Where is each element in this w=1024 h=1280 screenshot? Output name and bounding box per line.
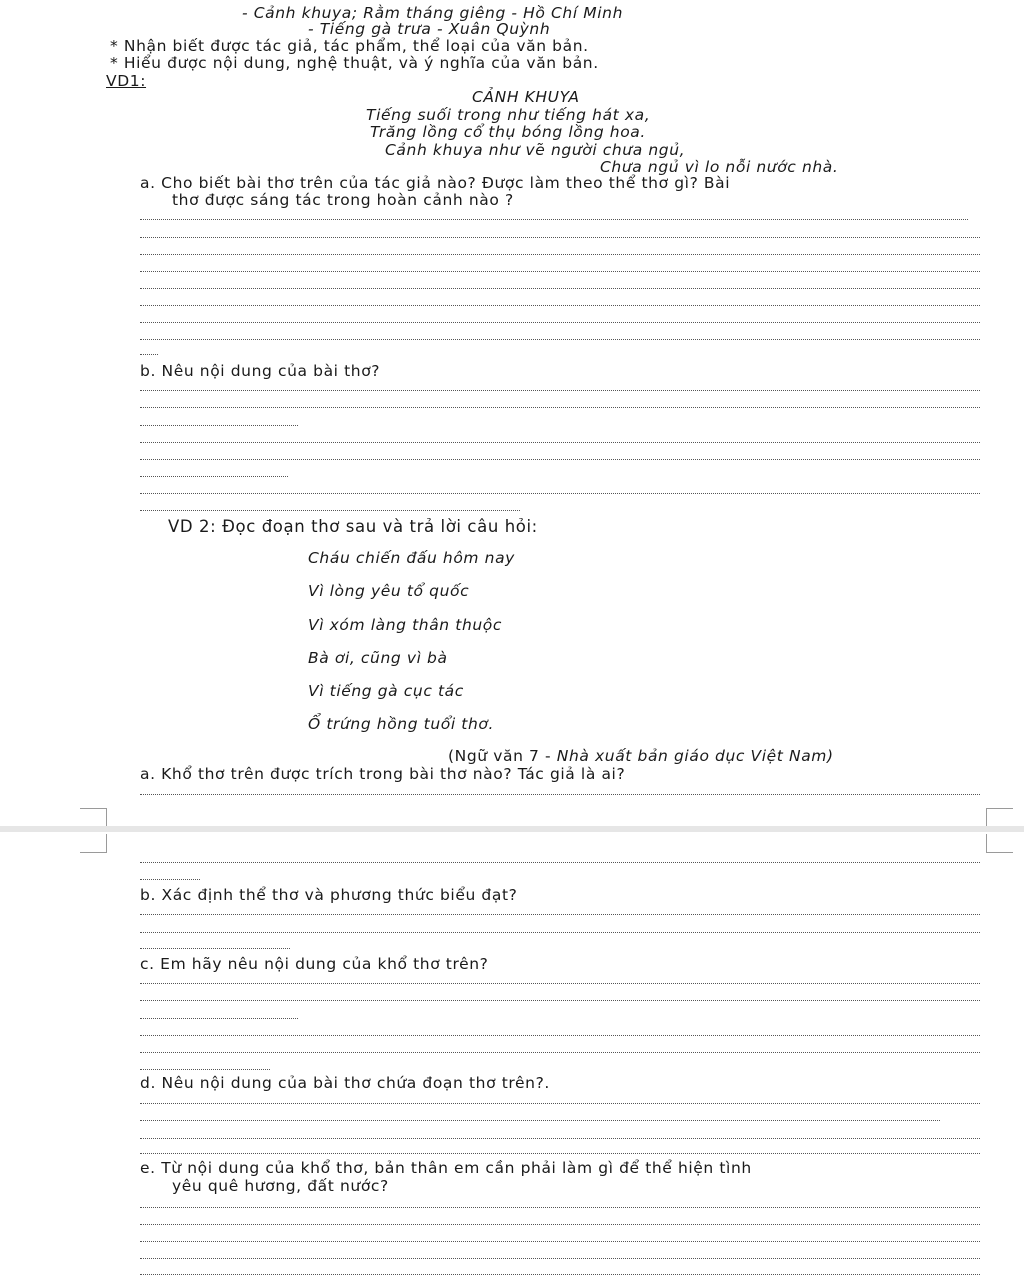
answer-line[interactable] bbox=[140, 1258, 980, 1259]
answer-line[interactable] bbox=[140, 1120, 940, 1121]
vd1-question-a: a. Cho biết bài thơ trên của tác giả nào? Được làm theo thể thơ gì? Bài bbox=[140, 174, 731, 192]
answer-line[interactable] bbox=[140, 1274, 980, 1275]
page-break bbox=[0, 826, 1024, 832]
poem-title: CẢNH KHUYA bbox=[472, 88, 580, 106]
vd2-question-b: b. Xác định thể thơ và phương thức biểu đạt? bbox=[140, 886, 518, 904]
page-corner-mark bbox=[80, 808, 107, 827]
answer-line[interactable] bbox=[140, 932, 980, 933]
answer-line[interactable] bbox=[140, 1052, 980, 1053]
vd1-label: VD1: bbox=[106, 72, 147, 90]
answer-line[interactable] bbox=[140, 1069, 270, 1070]
vd2-poem-line-6: Ổ trứng hồng tuổi thơ. bbox=[308, 715, 495, 733]
work-title-2: - Tiếng gà trưa - Xuân Quỳnh bbox=[308, 20, 551, 38]
vd2-question-c: c. Em hãy nêu nội dung của khổ thơ trên? bbox=[140, 955, 489, 973]
vd2-question-e: e. Từ nội dung của khổ thơ, bản thân em cần phải làm gì để thể hiện tình bbox=[140, 1159, 752, 1177]
poem-line-4: Chưa ngủ vì lo nỗi nước nhà. bbox=[600, 158, 839, 176]
vd2-poem-line-4: Bà ơi, cũng vì bà bbox=[308, 649, 448, 667]
answer-line[interactable] bbox=[140, 339, 980, 340]
answer-line[interactable] bbox=[140, 1018, 298, 1019]
answer-line[interactable] bbox=[140, 271, 980, 272]
answer-line[interactable] bbox=[140, 510, 520, 511]
vd2-poem-line-5: Vì tiếng gà cục tác bbox=[308, 682, 464, 700]
vd2-poem-line-3: Vì xóm làng thân thuộc bbox=[308, 616, 502, 634]
answer-line[interactable] bbox=[140, 794, 980, 795]
answer-line[interactable] bbox=[140, 983, 980, 984]
answer-line[interactable] bbox=[140, 237, 980, 238]
answer-line[interactable] bbox=[140, 1138, 980, 1139]
answer-line[interactable] bbox=[140, 407, 980, 408]
poem-line-2: Trăng lồng cổ thụ bóng lồng hoa. bbox=[370, 123, 646, 141]
page-corner-mark bbox=[80, 834, 107, 853]
vd2-poem-line-1: Cháu chiến đấu hôm nay bbox=[308, 549, 515, 567]
requirement-1: * Nhận biết được tác giả, tác phẩm, thể loại của văn bản. bbox=[110, 37, 589, 55]
answer-line[interactable] bbox=[140, 288, 980, 289]
vd2-poem-line-2: Vì lòng yêu tổ quốc bbox=[308, 582, 470, 600]
poem-line-1: Tiếng suối trong như tiếng hát xa, bbox=[366, 106, 651, 124]
vd1-question-a-cont: thơ được sáng tác trong hoàn cảnh nào ? bbox=[172, 191, 514, 209]
answer-line[interactable] bbox=[140, 254, 980, 255]
answer-line[interactable] bbox=[140, 322, 980, 323]
answer-line[interactable] bbox=[140, 1035, 980, 1036]
answer-line[interactable] bbox=[140, 1000, 980, 1001]
answer-line[interactable] bbox=[140, 1207, 980, 1208]
vd2-question-e-cont: yêu quê hương, đất nước? bbox=[172, 1177, 389, 1195]
answer-line[interactable] bbox=[140, 354, 158, 355]
answer-line[interactable] bbox=[140, 948, 290, 949]
answer-line[interactable] bbox=[140, 862, 980, 863]
answer-line[interactable] bbox=[140, 459, 980, 460]
answer-line[interactable] bbox=[140, 1241, 980, 1242]
work-title-1: - Cảnh khuya; Rằm tháng giêng - Hồ Chí Minh bbox=[242, 4, 624, 22]
vd2-label: VD 2: Đọc đoạn thơ sau và trả lời câu hỏi: bbox=[168, 517, 538, 536]
answer-line[interactable] bbox=[140, 390, 980, 391]
answer-line[interactable] bbox=[140, 1224, 980, 1225]
answer-line[interactable] bbox=[140, 442, 980, 443]
source-publisher: Nhà xuất bản giáo dục Việt Nam) bbox=[556, 747, 834, 765]
vd2-question-d: d. Nêu nội dung của bài thơ chứa đoạn thơ trên?. bbox=[140, 1074, 550, 1092]
vd1-question-b: b. Nêu nội dung của bài thơ? bbox=[140, 362, 381, 380]
page-corner-mark bbox=[986, 808, 1013, 827]
answer-line[interactable] bbox=[140, 305, 980, 306]
vd2-question-a: a. Khổ thơ trên được trích trong bài thơ nào? Tác giả là ai? bbox=[140, 765, 626, 783]
answer-line[interactable] bbox=[140, 425, 298, 426]
poem-source bbox=[448, 747, 834, 765]
answer-line[interactable] bbox=[140, 1103, 980, 1104]
answer-line[interactable] bbox=[140, 219, 968, 220]
poem-line-3: Cảnh khuya như vẽ người chưa ngủ, bbox=[385, 141, 686, 159]
source-prefix: (Ngữ văn 7 - bbox=[448, 747, 557, 765]
answer-line[interactable] bbox=[140, 1153, 980, 1154]
answer-line[interactable] bbox=[140, 879, 200, 880]
page-corner-mark bbox=[986, 834, 1013, 853]
requirement-2: * Hiểu được nội dung, nghệ thuật, và ý nghĩa của văn bản. bbox=[110, 54, 599, 72]
answer-line[interactable] bbox=[140, 493, 980, 494]
answer-line[interactable] bbox=[140, 476, 288, 477]
answer-line[interactable] bbox=[140, 914, 980, 915]
